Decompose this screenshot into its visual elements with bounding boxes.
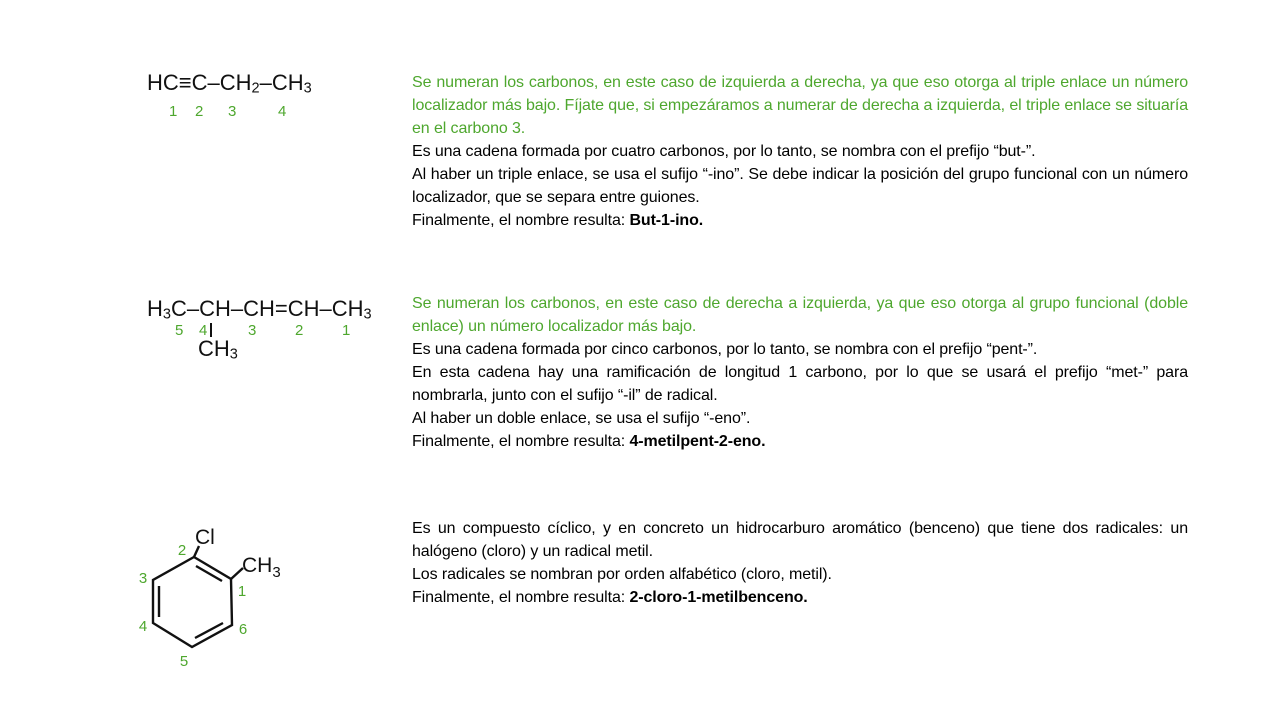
suffix-note: Al haber un triple enlace, se usa el sufijo “-ino”. Se debe indicar la posición del grupo funcional con un número localizador, que se separa entre guiones. [412, 166, 1188, 206]
double-bond-top [196, 566, 222, 581]
carbon-locant-3: 3 [248, 322, 257, 339]
methyl-label: $CH_3$ [242, 554, 281, 581]
branch-bond-line [210, 323, 212, 337]
carbon-locant-3: 3 [228, 103, 237, 120]
carbon-locant-5: 5 [175, 322, 184, 339]
numbering-note: Se numeran los carbonos, en este caso de derecha a izquierda, ya que eso otorga al grupo funcional (doble enlace) un número localizador más bajo. [412, 295, 1188, 335]
ring-locant-2: 2 [177, 542, 187, 559]
benzene-ring-diagram [125, 515, 295, 675]
explanation-section-3 [412, 517, 1188, 609]
ring-locant-1: 1 [237, 583, 247, 600]
explanation-section-2 [412, 292, 1188, 453]
final-name-prefix: Finalmente, el nombre resulta: [412, 433, 630, 450]
aromatic-note: Es un compuesto cíclico, y en concreto un hidrocarburo aromático (benceno) que tiene dos radicales: un halógeno (cloro) y un radical metil. [412, 520, 1188, 560]
formula-but-1-ino [147, 70, 312, 120]
formula-4-metilpent-2-eno [147, 296, 372, 363]
carbon-locant-1: 1 [169, 103, 178, 120]
final-name-line [412, 586, 1188, 609]
carbon-locant-4: 4 [278, 103, 287, 120]
chain-length-note: Es una cadena formada por cuatro carbonos, por lo tanto, se nombra con el prefijo “but-”. [412, 143, 1036, 160]
ring-locant-6: 6 [238, 621, 248, 638]
carbon-locant-1: 1 [342, 322, 351, 339]
double-bond-bottom [195, 623, 223, 638]
chloro-label: Cl [195, 526, 215, 549]
ring-locant-3: 3 [138, 570, 148, 587]
ring-locant-5: 5 [179, 653, 189, 670]
final-name-prefix: Finalmente, el nombre resulta: [412, 589, 630, 606]
explanation-section-1 [412, 71, 1188, 232]
methyl-branch: $CH_3$ [198, 336, 238, 363]
benzene-hexagon [153, 557, 232, 647]
chain-length-note: Es una cadena formada por cinco carbonos, por lo tanto, se nombra con el prefijo “pent-”. [412, 341, 1038, 358]
formula-text: $H_3C-CH-CH=CH-CH_3$ [147, 296, 372, 323]
compound-name: 2-cloro-1-metilbenceno. [629, 589, 808, 606]
ring-locant-4: 4 [138, 618, 148, 635]
benzene-ring-svg [125, 515, 295, 675]
carbon-locant-2: 2 [195, 103, 204, 120]
final-name-line [412, 430, 1188, 453]
alphabetical-note: Los radicales se nombran por orden alfabético (cloro, metil). [412, 566, 832, 583]
suffix-note: Al haber un doble enlace, se usa el sufijo “-eno”. [412, 410, 751, 427]
final-name-prefix: Finalmente, el nombre resulta: [412, 212, 630, 229]
compound-name: 4-metilpent-2-eno. [629, 433, 766, 450]
final-name-line [412, 209, 1188, 232]
formula-text: $HC\equiv C-CH_2-CH_3$ [147, 70, 312, 97]
numbering-note: Se numeran los carbonos, en este caso de izquierda a derecha, ya que eso otorga al triple enlace un número localizador más bajo. Fíjate que, si empezáramos a numerar de derecha a izquierda, el triple enlace se situaría en el carbono 3. [412, 74, 1188, 137]
carbon-locant-4: 4 [199, 322, 208, 339]
branch-note: En esta cadena hay una ramificación de longitud 1 carbono, por lo que se usará el prefijo “met-” para nombrarla, junto con el sufijo “-il” de radical. [412, 364, 1188, 404]
carbon-locant-2: 2 [295, 322, 304, 339]
compound-name: But-1-ino. [629, 212, 704, 229]
